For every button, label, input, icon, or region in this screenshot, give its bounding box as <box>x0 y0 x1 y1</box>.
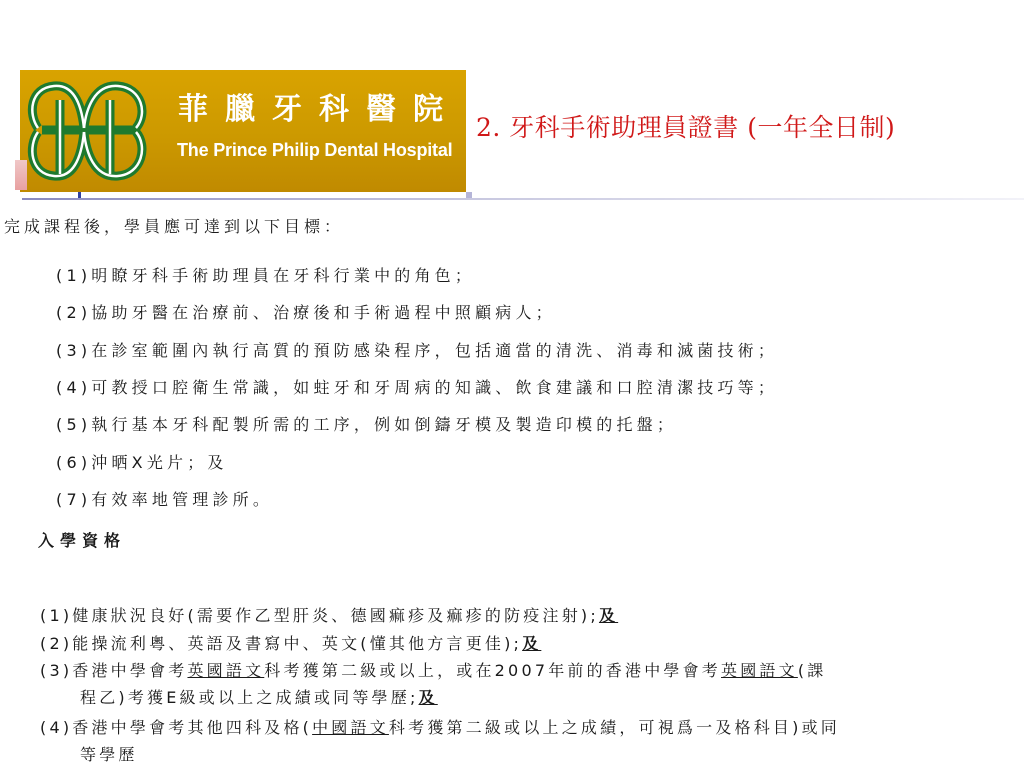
requirement-text: (3)香港中學會考 <box>40 661 188 680</box>
subject-english: 英國語文 <box>187 661 265 680</box>
objective-item: (6)沖晒X光片；及 <box>56 453 228 472</box>
and-marker: 及 <box>598 606 619 625</box>
requirements-heading: 入學資格 <box>38 531 127 550</box>
subject-chinese: 中國語文 <box>312 718 389 737</box>
and-marker: 及 <box>522 634 542 653</box>
and-marker: 及 <box>418 688 438 707</box>
objective-item: (5)執行基本牙科配製所需的工序，例如倒鑄牙模及製造印模的托盤； <box>56 415 678 434</box>
requirement-continuation: 等學歷 <box>80 745 138 764</box>
accent-block <box>15 160 27 190</box>
requirement-text: 科考獲第二級或以上，或在2007年前的香港中學會考 <box>264 661 722 680</box>
objective-item: (4)可教授口腔衛生常識，如蛀牙和牙周病的知識、飲食建議和口腔清潔技巧等； <box>56 378 779 397</box>
objective-item: (1)明瞭牙科手術助理員在牙科行業中的角色； <box>56 266 476 285</box>
requirement-continuation <box>80 685 438 708</box>
requirement-text: (2)能操流利粵、英語及書寫中、英文(懂其他方言更佳); <box>40 634 523 653</box>
requirement-item <box>40 603 618 626</box>
logo-chinese-name: 菲臘牙科醫院 <box>178 92 460 127</box>
requirement-item <box>40 715 840 738</box>
requirement-text: 科考獲第二級或以上之成績，可視爲一及格科目)或同 <box>388 718 840 737</box>
header-divider <box>22 198 1024 200</box>
requirement-item <box>40 631 541 654</box>
objective-item: (2)協助牙醫在治療前、治療後和手術過程中照顧病人； <box>56 303 556 322</box>
page-title: 2. 牙科手術助理員證書 (一年全日制) <box>476 113 896 142</box>
logo-english-name: The Prince Philip Dental Hospital <box>177 140 453 160</box>
objective-item: (7)有效率地管理診所。 <box>56 490 274 509</box>
subject-english: 英國語文 <box>721 661 798 680</box>
intro-text: 完成課程後，學員應可達到以下目標： <box>4 217 345 236</box>
requirement-text: (4)香港中學會考其他四科及格( <box>40 718 313 737</box>
requirement-item <box>40 658 826 681</box>
requirement-text: (課 <box>797 661 827 680</box>
pphd-emblem-icon <box>20 70 180 192</box>
hospital-logo <box>20 70 466 192</box>
requirement-text: 程乙)考獲E級或以上之成績或同等學歷; <box>80 688 419 707</box>
requirement-text: (1)健康狀況良好(需要作乙型肝炎、德國痲疹及痲疹的防疫注射); <box>40 606 599 625</box>
objective-item: (3)在診室範圍內執行高質的預防感染程序，包括適當的清洗、消毒和滅菌技術； <box>56 341 779 360</box>
